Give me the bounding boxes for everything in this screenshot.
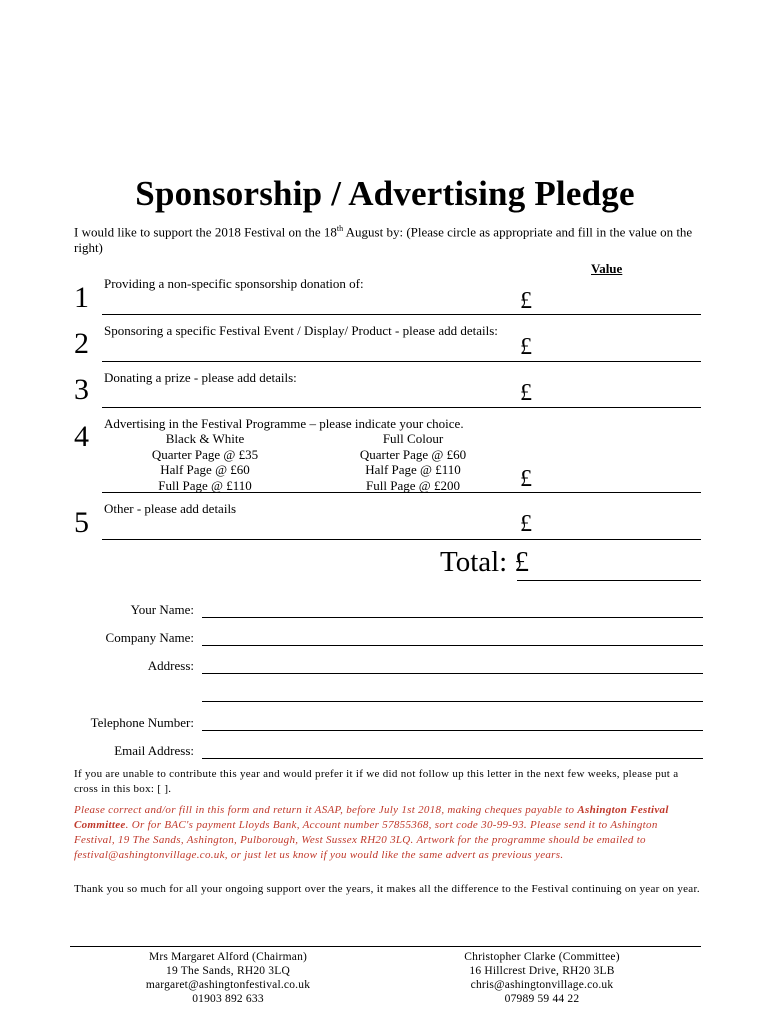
footer-left-email[interactable]: margaret@ashingtonfestival.co.uk [145,979,311,991]
colour-column [338,431,488,493]
colour-option-half[interactable]: Half Page @ £110 [365,462,461,477]
item-text-5: Other - please add details [104,501,237,516]
bw-option-half[interactable]: Half Page @ £60 [160,462,250,477]
item-number-1: 1 [74,281,89,314]
intro-before: I would like to support the 2018 Festival on the 18 [74,224,337,240]
total-label: Total: £ [440,546,529,578]
footer-divider [70,946,701,947]
company-name-label: Company Name: [105,630,194,645]
value-header: Value [591,261,623,276]
currency-symbol-3: £ [520,380,532,406]
address-field-2[interactable] [202,701,703,702]
item-text-3: Donating a prize - please add details: [104,370,297,385]
footer-left-address: 19 The Sands, RH20 3LQ [166,965,290,977]
item-number-2: 2 [74,327,89,360]
bw-option-quarter[interactable]: Quarter Page @ £35 [151,446,259,462]
colour-option-full[interactable]: Full Page @ £200 [366,477,460,493]
instructions-part2: . Or for BAC's payment Lloyds Bank, Account number 57855368, sort code 30-99-93. Please send it to Ashington Festival, 19 The Sands, Ashington, Pulborough, West Sussex RH20 3LQ. Artwork for the programme should be emailed to festival@ashingtonvillage.co.uk, or just let us know if you would like the same advert as previous years. [74,819,658,861]
footer-left [68,950,388,1006]
footer-right [382,950,702,1006]
item-number-4: 4 [74,420,89,453]
colour-option-quarter[interactable]: Quarter Page @ £60 [359,446,467,462]
instructions-part1: Please correct and/or fill in this form and return it ASAP, before July 1st 2018, making cheques payable to [74,804,578,816]
footer-right-address: 16 Hillcrest Drive, RH20 3LB [469,965,615,977]
item-text-4: Advertising in the Festival Programme – please indicate your choice. [104,416,464,431]
unable-note: If you are unable to contribute this year and would prefer it if we did not follow up this letter in the next few weeks, please put a cross in this box: [ ]. [74,768,679,795]
footer-left-name: Mrs Margaret Alford (Chairman) [148,951,308,963]
item-number-5: 5 [74,506,89,539]
currency-symbol-2: £ [520,334,532,360]
instructions-payee: Ashington Festival Committee [74,804,669,831]
address-field-1[interactable] [202,673,703,674]
footer-right-email[interactable]: chris@ashingtonvillage.co.uk [470,979,614,991]
item-rule-1[interactable] [102,314,701,315]
email-field[interactable] [202,758,703,759]
instructions-text [74,803,700,863]
item-rule-5[interactable] [102,539,701,540]
item-rule-2[interactable] [102,361,701,362]
footer-right-name: Christopher Clarke (Committee) [464,951,620,963]
telephone-label: Telephone Number: [90,715,194,730]
thanks-text: Thank you so much for all your ongoing support over the years, it makes all the difference to the Festival continuing on year on year. [74,883,700,895]
your-name-label: Your Name: [130,602,194,617]
intro-after: August by: (Please circle as appropriate and fill in the value on the right) [74,224,693,256]
item-number-3: 3 [74,373,89,406]
currency-symbol-5: £ [520,511,532,537]
intro-text [74,221,694,256]
item-text-2: Sponsoring a specific Festival Event / Display/ Product - please add details: [104,323,498,338]
your-name-field[interactable] [202,617,703,618]
email-label: Email Address: [114,743,194,758]
item-text-1: Providing a non-specific sponsorship donation of: [104,276,364,291]
intro-sup: th [336,224,344,233]
bw-heading: Black & White [165,431,245,446]
address-label: Address: [147,658,194,673]
bw-column [130,431,280,493]
colour-heading: Full Colour [382,431,444,446]
company-name-field[interactable] [202,645,703,646]
item-rule-4[interactable] [102,492,701,493]
page-title: Sponsorship / Advertising Pledge [135,174,635,213]
item-rule-3[interactable] [102,407,701,408]
currency-symbol-1: £ [520,288,532,314]
bw-option-full[interactable]: Full Page @ £110 [158,477,252,493]
footer-right-phone: 07989 59 44 22 [504,993,580,1005]
currency-symbol-4: £ [520,466,532,492]
total-field[interactable] [517,580,701,581]
telephone-field[interactable] [202,730,703,731]
footer-left-phone: 01903 892 633 [192,993,264,1005]
